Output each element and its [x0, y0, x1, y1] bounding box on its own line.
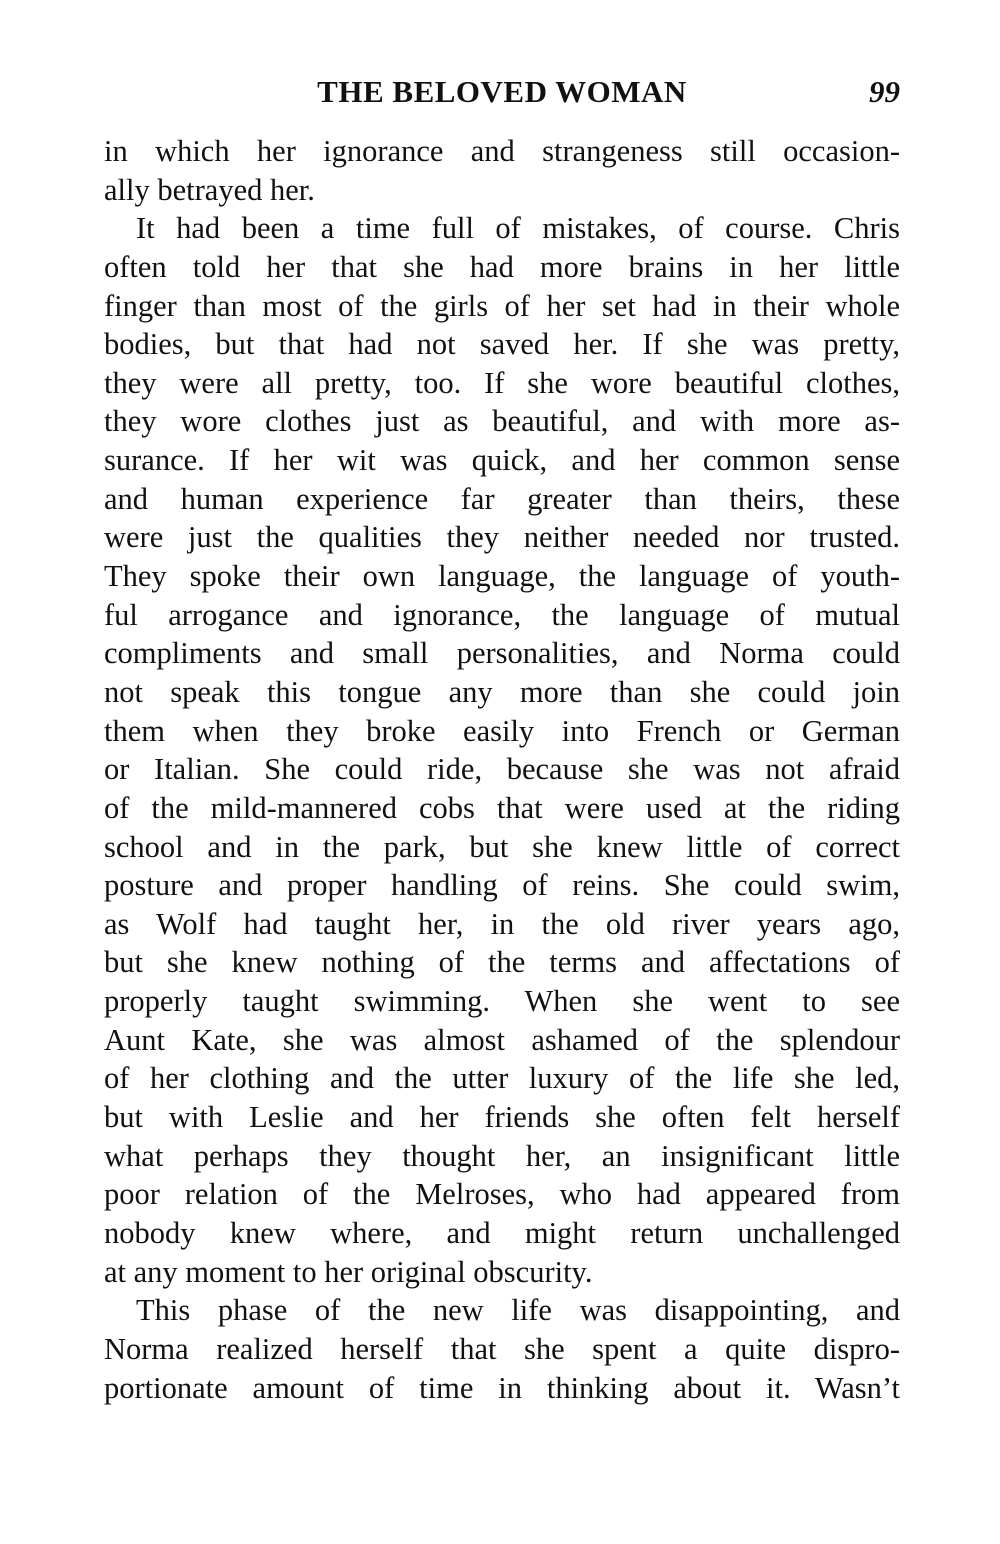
text-line: them when they broke easily into French or German — [104, 713, 900, 748]
text-line: were just the qualities they neither needed nor trusted. — [104, 520, 900, 555]
text-line: This phase of the new life was disappointing, and — [136, 1293, 900, 1328]
page-number: 99 — [869, 74, 900, 109]
text-line: or Italian. She could ride, because she was not afraid — [104, 752, 900, 787]
running-header — [104, 74, 900, 118]
text-line: compliments and small personalities, and Norma could — [104, 636, 900, 671]
text-line: of the mild-mannered cobs that were used at the riding — [104, 790, 900, 825]
running-title: THE BELOVED WOMAN — [317, 74, 687, 109]
text-line: but with Leslie and her friends she often felt herself — [104, 1100, 900, 1135]
text-line: school and in the park, but she knew little of correct — [104, 829, 900, 864]
text-line: Aunt Kate, she was almost ashamed of the splendour — [104, 1022, 900, 1057]
text-line: and human experience far greater than theirs, these — [104, 481, 900, 516]
text-line: at any moment to her original obscurity. — [104, 1254, 593, 1289]
text-line: bodies, but that had not saved her. If she was pretty, — [104, 327, 900, 362]
text-line: not speak this tongue any more than she could join — [104, 674, 900, 709]
text-line: ally betrayed her. — [104, 172, 315, 207]
text-line: surance. If her wit was quick, and her common sense — [104, 443, 900, 478]
text-line: nobody knew where, and might return unchallenged — [104, 1215, 900, 1250]
text-line: properly taught swimming. When she went to see — [104, 984, 900, 1019]
text-line: Norma realized herself that she spent a quite dispro- — [104, 1331, 900, 1366]
text-line: posture and proper handling of reins. She could swim, — [104, 868, 900, 903]
text-line: in which her ignorance and strangeness still occasion- — [104, 134, 900, 168]
text-line: but she knew nothing of the terms and affectations of — [104, 945, 900, 980]
text-line: portionate amount of time in thinking about it. Wasn’t — [104, 1370, 900, 1405]
text-line: ful arrogance and ignorance, the language of mutual — [104, 597, 900, 632]
text-line: they wore clothes just as beautiful, and with more as- — [104, 404, 900, 439]
text-line: what perhaps they thought her, an insignificant little — [104, 1138, 900, 1173]
text-line: finger than most of the girls of her set had in their whole — [104, 288, 900, 323]
page-body — [104, 132, 900, 1407]
text-line: they were all pretty, too. If she wore beautiful clothes, — [104, 365, 900, 400]
text-line: poor relation of the Melroses, who had appeared from — [104, 1177, 900, 1212]
text-line: often told her that she had more brains in her little — [104, 249, 900, 284]
text-line: They spoke their own language, the language of youth- — [104, 559, 900, 594]
text-line: It had been a time full of mistakes, of course. Chris — [136, 211, 900, 246]
text-line: of her clothing and the utter luxury of the life she led, — [104, 1061, 900, 1096]
text-line: as Wolf had taught her, in the old river years ago, — [104, 906, 900, 941]
